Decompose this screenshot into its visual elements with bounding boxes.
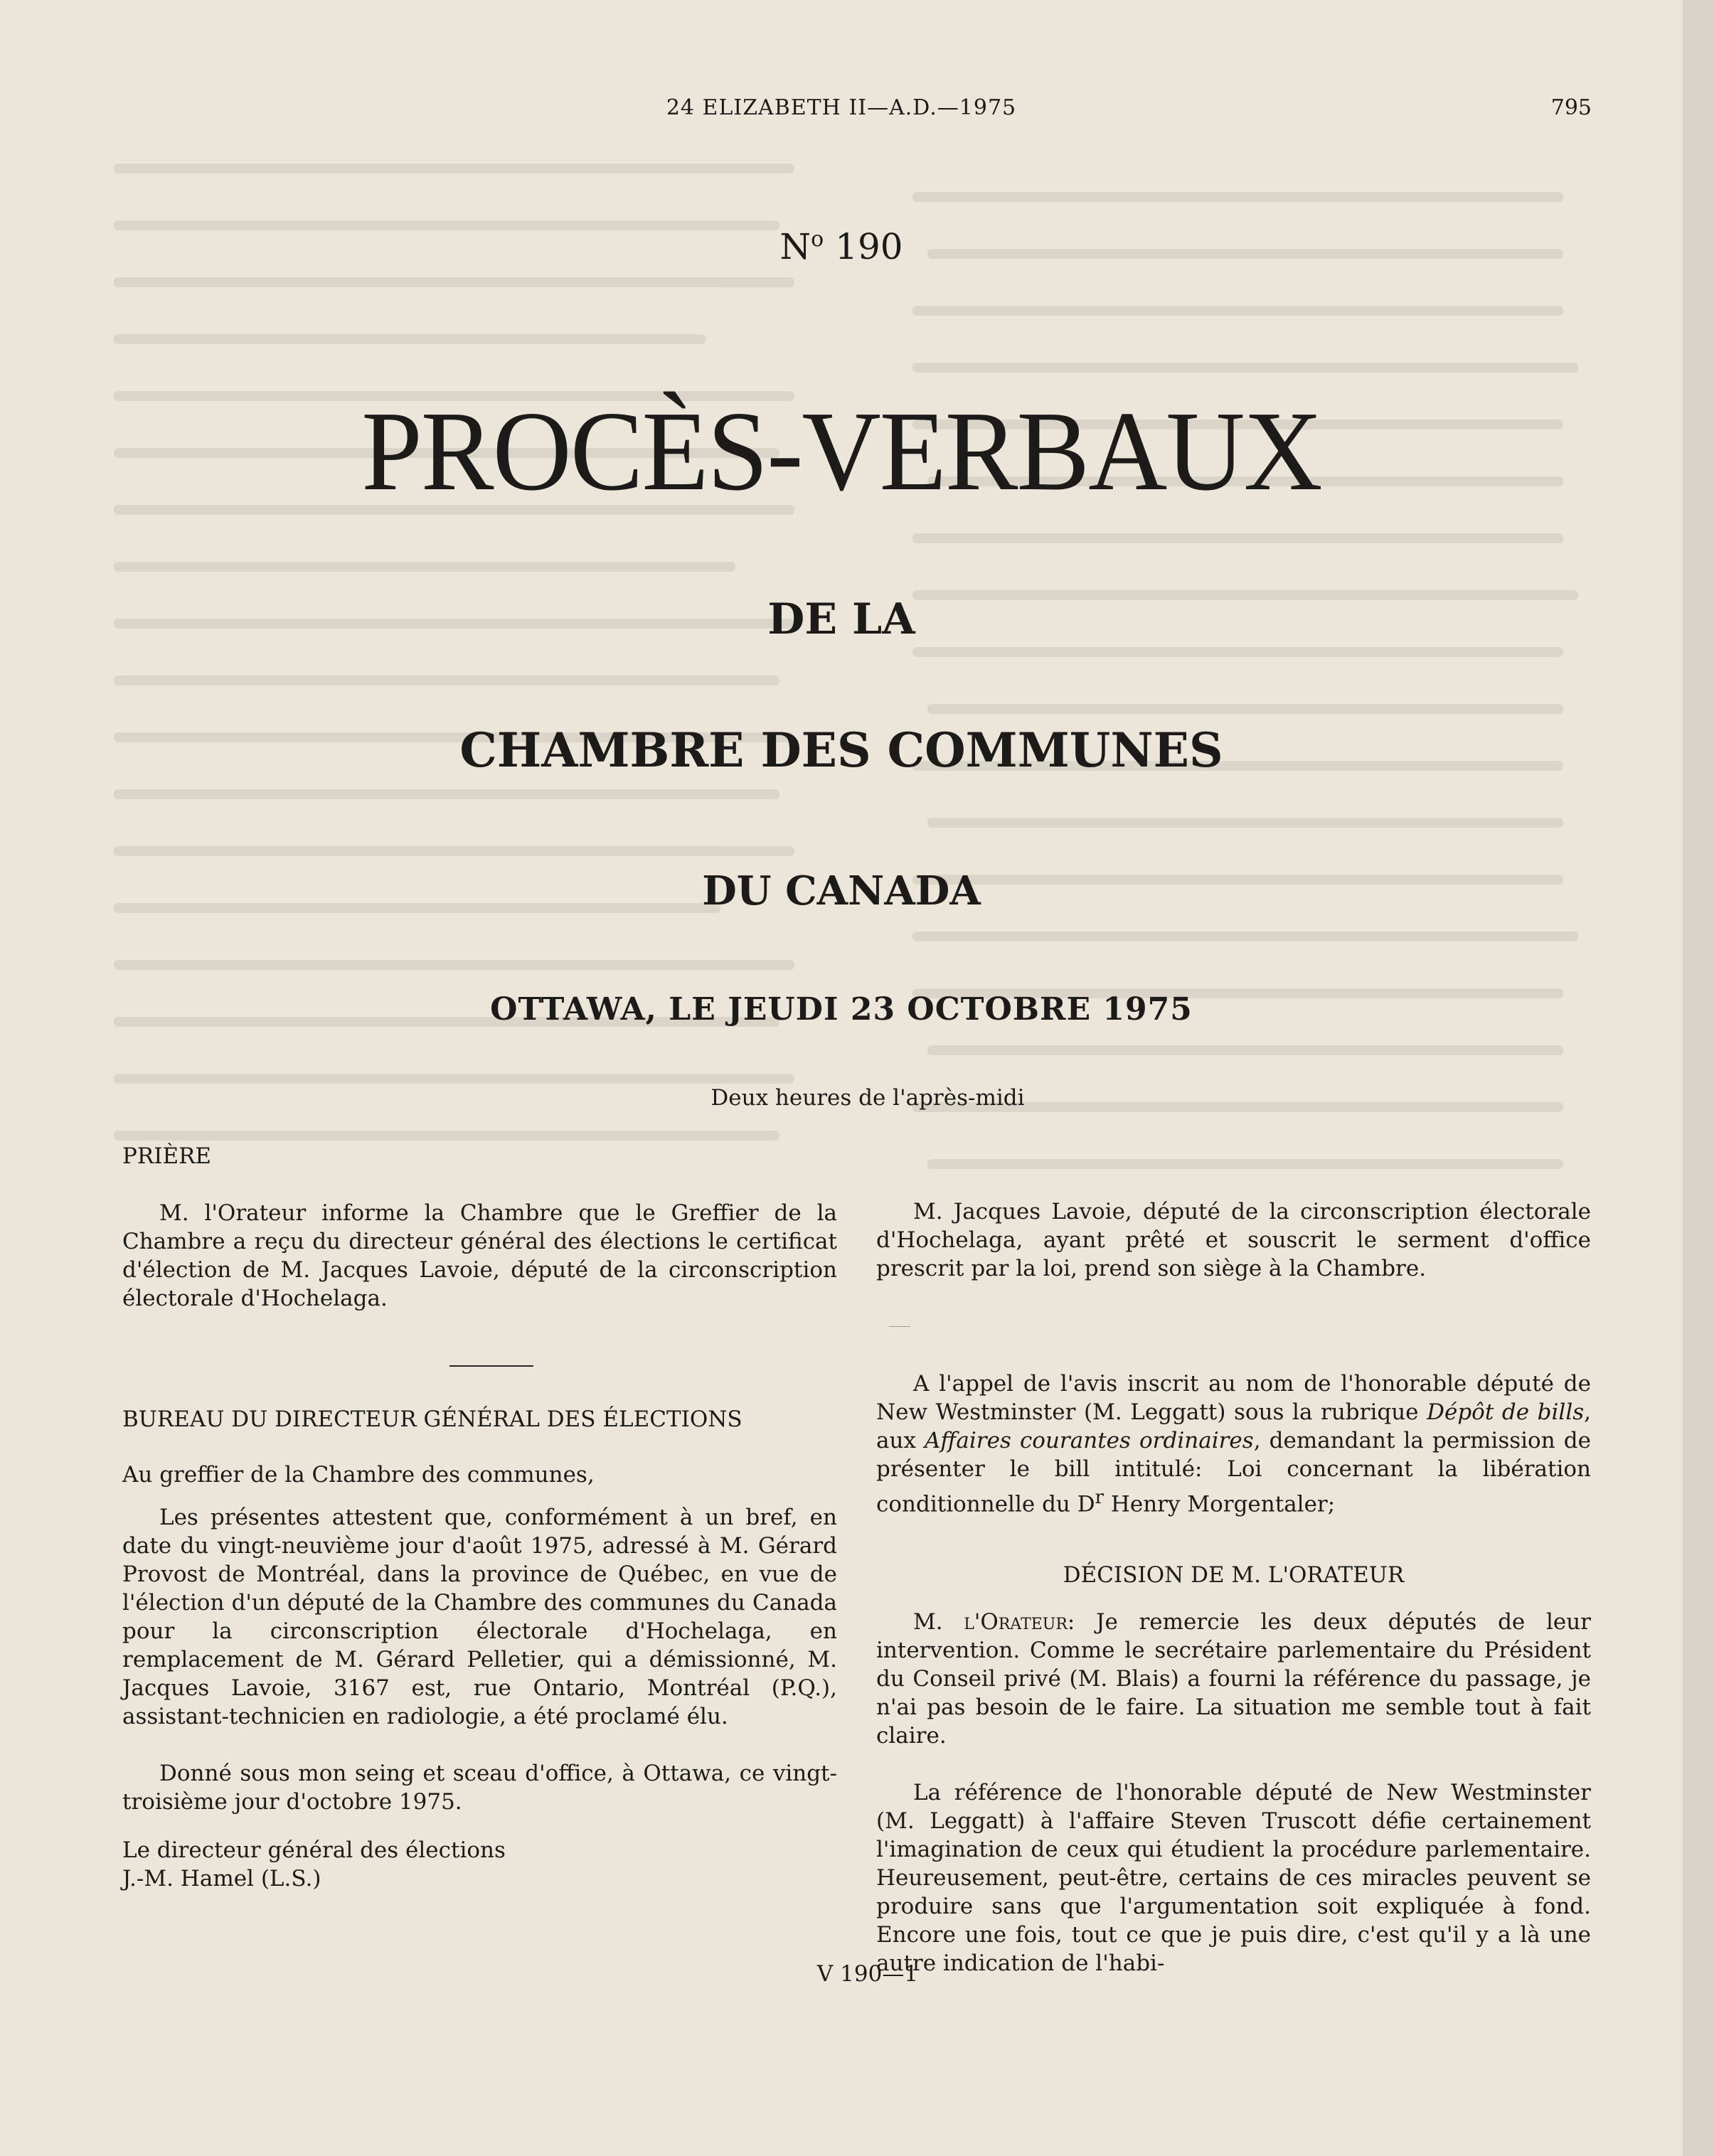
attestation-paragraph: Les présentes attestent que, conformément à un bref, en date du vingt-neuvième jour d'août 1975, adressé à M. Gérard Provost de Montréal, dans la province de Québec, en vue de l'élection d'un député de la Chambre des communes du Canada pour la circonscription électorale d'Hochelaga, en remplacement de M. Gérard Pelletier, qui a démissionné, M. Jacques Lavoie, 3167 est, rue Ontario, Montréal (P.Q.), assistant-technicien en radiologie, a été proclamé élu. [122, 1505, 837, 1729]
running-header [0, 95, 1683, 131]
appel-paragraph [876, 1370, 1591, 1518]
subtitle-chambre: CHAMBRE DES COMMUNES [459, 722, 1223, 778]
left-column-bureau [122, 1405, 837, 1893]
bureau-heading: BUREAU DU DIRECTEUR GÉNÉRAL DES ÉLECTIONS [122, 1407, 742, 1432]
oath-paragraph: M. Jacques Lavoie, député de la circonscription électorale d'Hochelaga, ayant prêté et souscrit le serment d'office prescrit par la loi, prend son siège à la Chambre. [876, 1199, 1591, 1281]
appel-italic-2: Affaires courantes ordinaires [925, 1428, 1254, 1453]
subtitle-canada: DU CANADA [702, 868, 981, 914]
appel-text-2: , aux [876, 1399, 1592, 1453]
signature-name: J.-M. Hamel (L.S.) [122, 1866, 321, 1891]
section-divider [449, 1365, 533, 1367]
subtitle-de-la: DE LA [767, 594, 915, 644]
salutation: Au greffier de la Chambre des communes, [122, 1462, 595, 1488]
running-head-text: 24 ELIZABETH II—A.D.—1975 [666, 95, 1017, 120]
issue-number-sup: o [811, 227, 824, 252]
given-paragraph: Donné sous mon seing et sceau d'office, à Ottawa, ce vingt-troisième jour d'octobre 1975. [122, 1761, 837, 1815]
folio: V 190—1 [816, 1961, 919, 1987]
appel-text-1: A l'appel de l'avis inscrit au nom de l'honorable député de New Westminster (M. Leggatt) sous la rubrique [876, 1371, 1591, 1425]
priere-heading: PRIÈRE [122, 1143, 212, 1169]
appel-text-4: Henry Morgentaler; [1103, 1491, 1336, 1517]
document-title: PROCÈS-VERBAUX [361, 388, 1321, 515]
sitting-hour: Deux heures de l'après-midi [710, 1085, 1025, 1111]
issue-number-value: 190 [835, 226, 903, 267]
appel-sup: r [1095, 1487, 1104, 1508]
issue-number-label: N [779, 226, 811, 267]
signature-title: Le directeur général des élections [122, 1837, 506, 1863]
dateline: OTTAWA, LE JEUDI 23 OCTOBRE 1975 [490, 991, 1193, 1028]
issue-number [0, 226, 1683, 267]
priere-paragraph: M. l'Orateur informe la Chambre que le Greffier de la Chambre a reçu du directeur général des élections le certificat d'élection de M. Jacques Lavoie, député de la circonscription électorale d'Hochelaga. [122, 1200, 837, 1311]
bleed-mark [889, 1326, 910, 1327]
reference-paragraph: La référence de l'honorable député de New Westminster (M. Leggatt) à l'affaire Steven Truscott défie certainement l'imagination de ceux qui étudient la procédure parlementaire. Heureusement, peut-être, certains de ces miracles peuvent se produire sans que l'argumentation soit expliquée à fond. Encore une fois, tout ce que je puis dire, c'est qu'il y a là une autre indication de l'habi- [876, 1780, 1591, 1977]
scan-edge [1683, 0, 1714, 2156]
left-column [122, 1142, 837, 1313]
speaker-label: M. l'Orateur: [913, 1609, 1075, 1635]
appel-italic-1: Dépôt de bills [1427, 1399, 1585, 1425]
speaker-text: Je remercie les deux députés de leur intervention. Comme le secrétaire parlementaire du Président du Conseil privé (M. Blais) a fourni la référence du passage, je n'ai pas besoin de le faire. La situation me semble tout à fait claire. [876, 1609, 1591, 1749]
appel-text-3: , demandant la permission de présenter le bill intitulé: Loi concernant la libération conditionnelle du D [876, 1428, 1591, 1517]
decision-heading: DÉCISION DE M. L'ORATEUR [1063, 1562, 1405, 1589]
speaker-paragraph [876, 1608, 1591, 1750]
right-column-appel [876, 1370, 1591, 1978]
page-number: 795 [1550, 95, 1592, 120]
right-column [876, 1197, 1591, 1283]
